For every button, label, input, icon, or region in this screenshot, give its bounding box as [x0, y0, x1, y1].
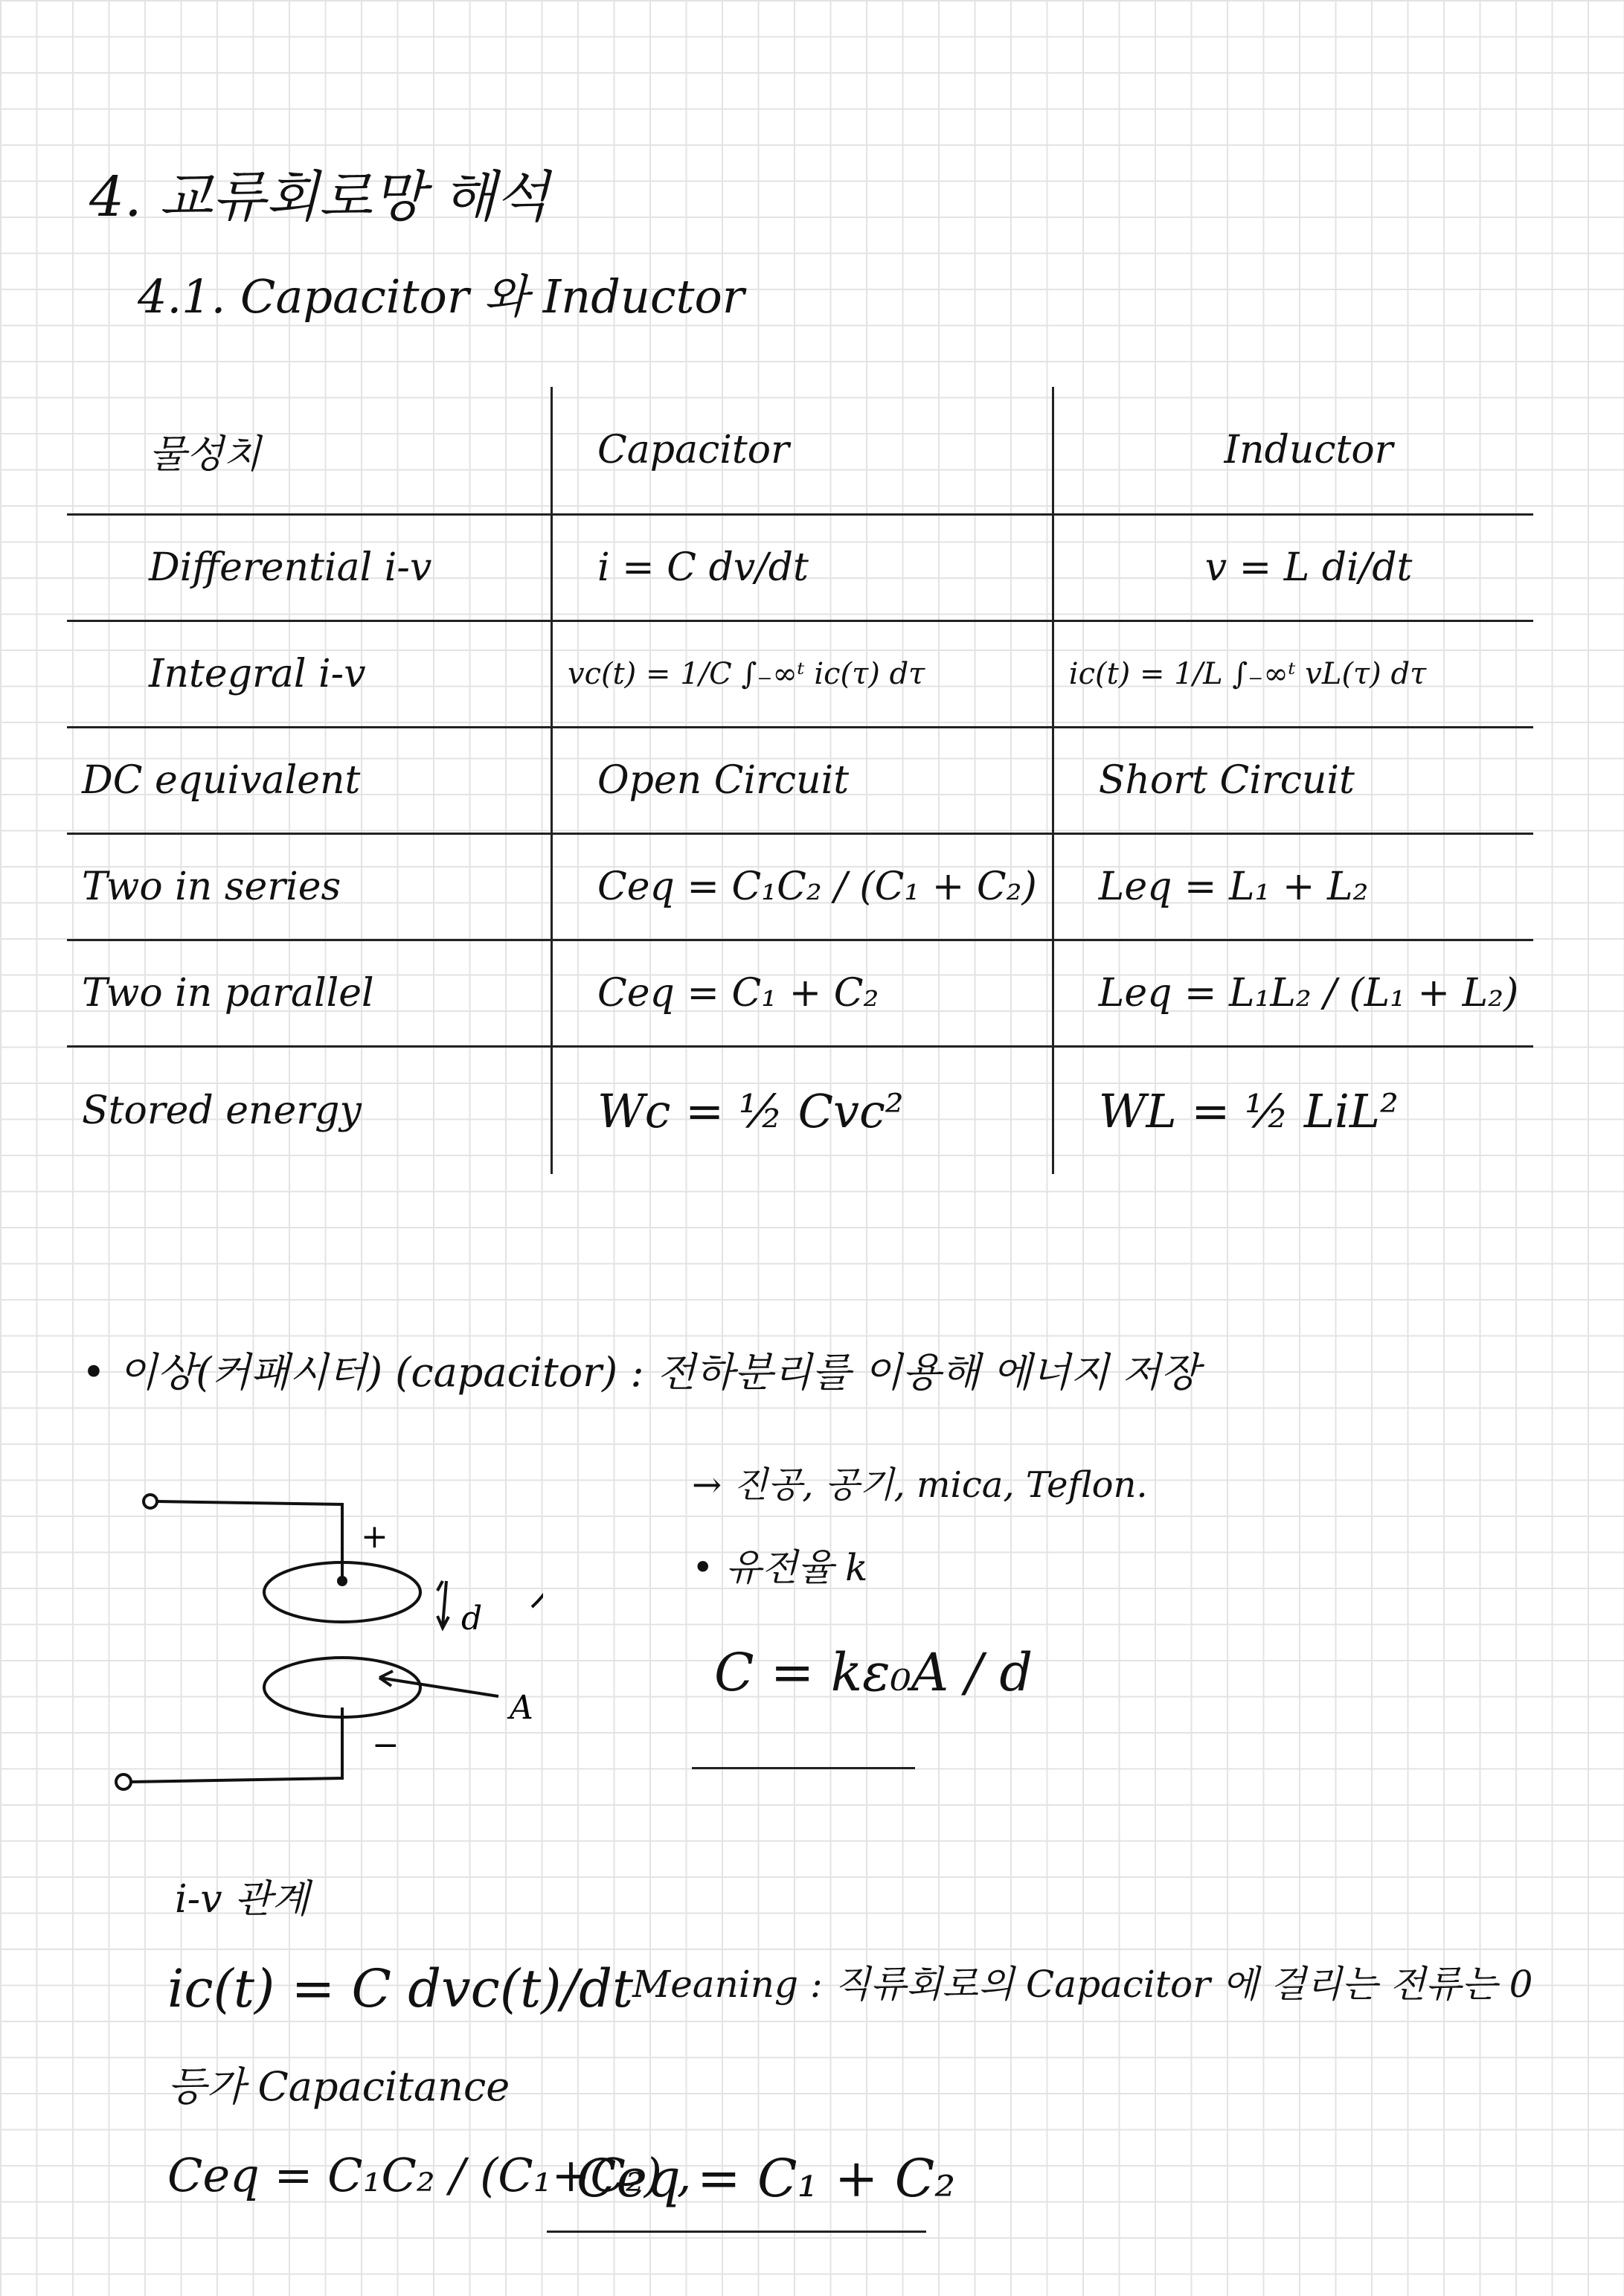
a-label: A: [510, 1689, 533, 1727]
ceq-parallel-formula: Ceq = C₁ + C₂: [577, 2148, 956, 2209]
row-capacitor-value: vc(t) = 1/C ∫₋∞ᵗ ic(τ) dτ: [552, 621, 1053, 728]
d-label: d: [461, 1600, 483, 1638]
meaning-text: Meaning : 직류회로의 Capacitor 에 걸리는 전류는 0: [632, 1963, 1533, 2006]
row-capacitor-value: Open Circuit: [552, 728, 1053, 834]
capacitance-formula: C = kε₀A / d: [714, 1642, 1033, 1703]
row-inductor-value: WL = ½ LiL²: [1053, 1047, 1533, 1175]
area-pointer: [379, 1671, 498, 1696]
row-inductor-value: Leq = L₁ + L₂: [1053, 834, 1533, 940]
row-inductor-value: Leq = L₁L₂ / (L₁ + L₂): [1053, 940, 1533, 1047]
table-header-property: 물성치: [67, 387, 552, 515]
capacitor-definition: • 이상(커패시터) (capacitor) : 전하분리를 이용해 에너지 저장: [82, 1349, 1200, 1396]
underline: [692, 1767, 915, 1769]
capacitor-diagram: [97, 1451, 543, 1808]
row-property: Integral i-v: [67, 621, 552, 728]
subsection-heading: 4.1. Capacitor 와 Inductor: [138, 269, 745, 324]
row-inductor-value: ic(t) = 1/L ∫₋∞ᵗ vL(τ) dτ: [1053, 621, 1533, 728]
lower-wire: [130, 1707, 342, 1782]
table-row: [67, 834, 1533, 940]
row-property: DC equivalent: [67, 728, 552, 834]
row-property: Stored energy: [82, 1088, 362, 1133]
row-inductor-value: Short Circuit: [1053, 728, 1533, 834]
table-header-capacitor: Capacitor: [552, 387, 1053, 515]
row-capacitor-value: i = C dv/dt: [552, 515, 1053, 621]
materials-list: → 진공, 공기, mica, Teflon.: [692, 1464, 1148, 1506]
upper-wire: [157, 1501, 342, 1581]
row-property: Two in parallel: [67, 940, 552, 1047]
table-row: [67, 621, 1533, 728]
table-header-row: [67, 387, 1533, 515]
equivalent-capacitance-label: 등가 Capacitance: [167, 2063, 510, 2110]
table-header-inductor: Inductor: [1053, 387, 1533, 515]
table-row: [67, 1047, 1533, 1175]
material-pointer: [532, 1503, 543, 1607]
row-capacitor-value: Wc = ½ Cvc²: [552, 1047, 1053, 1175]
ic-formula: ic(t) = C dvc(t)/dt: [167, 1958, 634, 2019]
row-capacitor-value: Ceq = C₁C₂ / (C₁ + C₂): [552, 834, 1053, 940]
upper-terminal: [144, 1495, 157, 1508]
minus-label: −: [372, 1726, 399, 1764]
lower-terminal: [116, 1774, 131, 1789]
section-heading: 4. 교류회로망 해석: [89, 165, 550, 229]
row-inductor-value: v = L di/dt: [1053, 515, 1533, 621]
upper-plate-contact: [338, 1577, 346, 1585]
ceq-series-formula: Ceq = C₁C₂ / (C₁+C₂) ,: [167, 2148, 692, 2202]
dielectric-label: • 유전율 k: [692, 1546, 868, 1589]
row-property: Differential i-v: [67, 515, 552, 621]
underline: [547, 2231, 926, 2233]
comparison-table: [67, 387, 1533, 1174]
gap-arrow: [437, 1581, 449, 1628]
table-row: [67, 515, 1533, 621]
row-property: Two in series: [67, 834, 552, 940]
iv-title: i-v 관계: [175, 1877, 309, 1922]
table-row: [67, 728, 1533, 834]
table-row: [67, 940, 1533, 1047]
row-capacitor-value: Ceq = C₁ + C₂: [552, 940, 1053, 1047]
plus-label: +: [361, 1518, 388, 1556]
